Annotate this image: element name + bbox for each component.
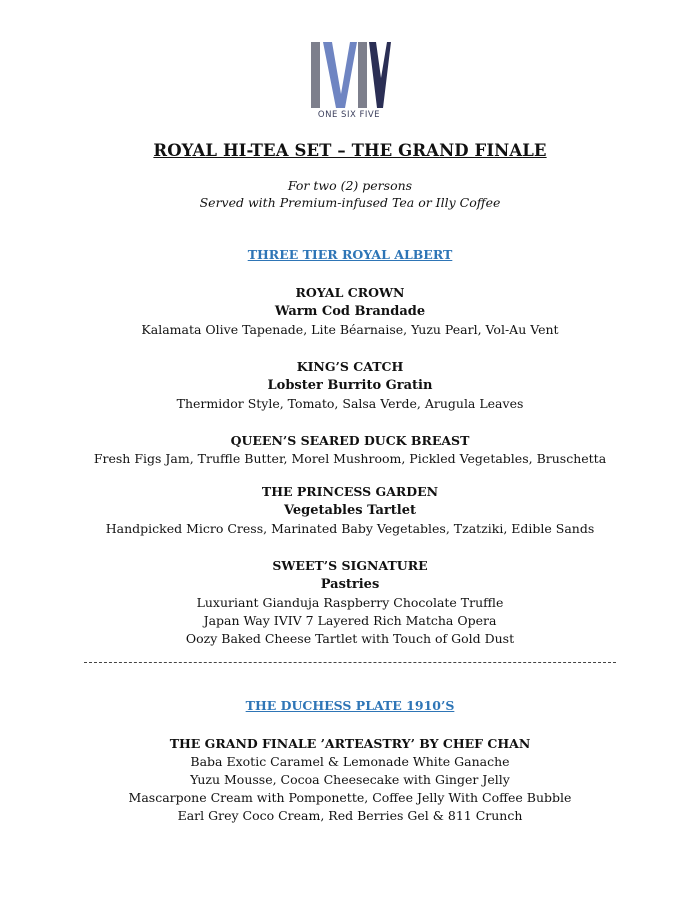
course-dish: Warm Cod Brandade bbox=[274, 304, 426, 319]
course-dish: Lobster Burrito Gratin bbox=[267, 378, 433, 393]
course-heading: THE PRINCESS GARDEN bbox=[261, 484, 439, 499]
course-description: Baba Exotic Caramel & Lemonade White Ganache bbox=[190, 754, 510, 769]
course-dish: Vegetables Tartlet bbox=[283, 503, 417, 518]
course-heading: ROYAL CROWN bbox=[295, 285, 405, 300]
subtitle-served: Served with Premium-infused Tea or Illy Coffee bbox=[199, 195, 501, 210]
course-description: Oozy Baked Cheese Tartlet with Touch of Gold Dust bbox=[185, 631, 515, 646]
section-title-duchess-plate: THE DUCHESS PLATE 1910’S bbox=[245, 698, 455, 713]
course-description: Earl Grey Coco Cream, Red Berries Gel & 811 Crunch bbox=[177, 808, 523, 823]
course-heading: KING’S CATCH bbox=[296, 359, 404, 374]
course-heading: THE GRAND FINALE ’ARTEASTRY’ BY CHEF CHAN bbox=[169, 736, 531, 751]
course-sweets-signature bbox=[0, 557, 700, 648]
course-description: Kalamata Olive Tapenade, Lite Béarnaise, Yuzu Pearl, Vol-Au Vent bbox=[141, 322, 559, 337]
course-description: Mascarpone Cream with Pomponette, Coffee Jelly With Coffee Bubble bbox=[128, 790, 572, 805]
logo-caption: ONE SIX FIVE bbox=[317, 110, 381, 120]
section-title-royal-albert: THREE TIER ROYAL ALBERT bbox=[247, 247, 453, 262]
course-heading: QUEEN’S SEARED DUCK BREAST bbox=[230, 433, 470, 448]
course-description: Handpicked Micro Cress, Marinated Baby Vegetables, Tzatziki, Edible Sands bbox=[105, 521, 595, 536]
course-royal-crown bbox=[0, 284, 700, 339]
course-grand-finale bbox=[0, 735, 700, 825]
course-kings-catch bbox=[0, 358, 700, 413]
course-dish: Pastries bbox=[320, 577, 380, 592]
course-heading: SWEET’S SIGNATURE bbox=[272, 558, 428, 573]
course-queens-duck bbox=[0, 432, 700, 468]
subtitle-persons: For two (2) persons bbox=[287, 178, 413, 193]
course-description: Thermidor Style, Tomato, Salsa Verde, Arugula Leaves bbox=[176, 396, 524, 411]
page-title: ROYAL HI-TEA SET – THE GRAND FINALE bbox=[153, 141, 547, 160]
section-divider bbox=[84, 662, 616, 663]
course-description: Luxuriant Gianduja Raspberry Chocolate Truffle bbox=[196, 595, 504, 610]
course-description: Japan Way IVIV 7 Layered Rich Matcha Opera bbox=[203, 613, 497, 628]
course-description: Yuzu Mousse, Cocoa Cheesecake with Ginger Jelly bbox=[190, 772, 510, 787]
course-description: Fresh Figs Jam, Truffle Butter, Morel Mushroom, Pickled Vegetables, Bruschetta bbox=[93, 451, 607, 466]
course-princess-garden bbox=[0, 483, 700, 538]
